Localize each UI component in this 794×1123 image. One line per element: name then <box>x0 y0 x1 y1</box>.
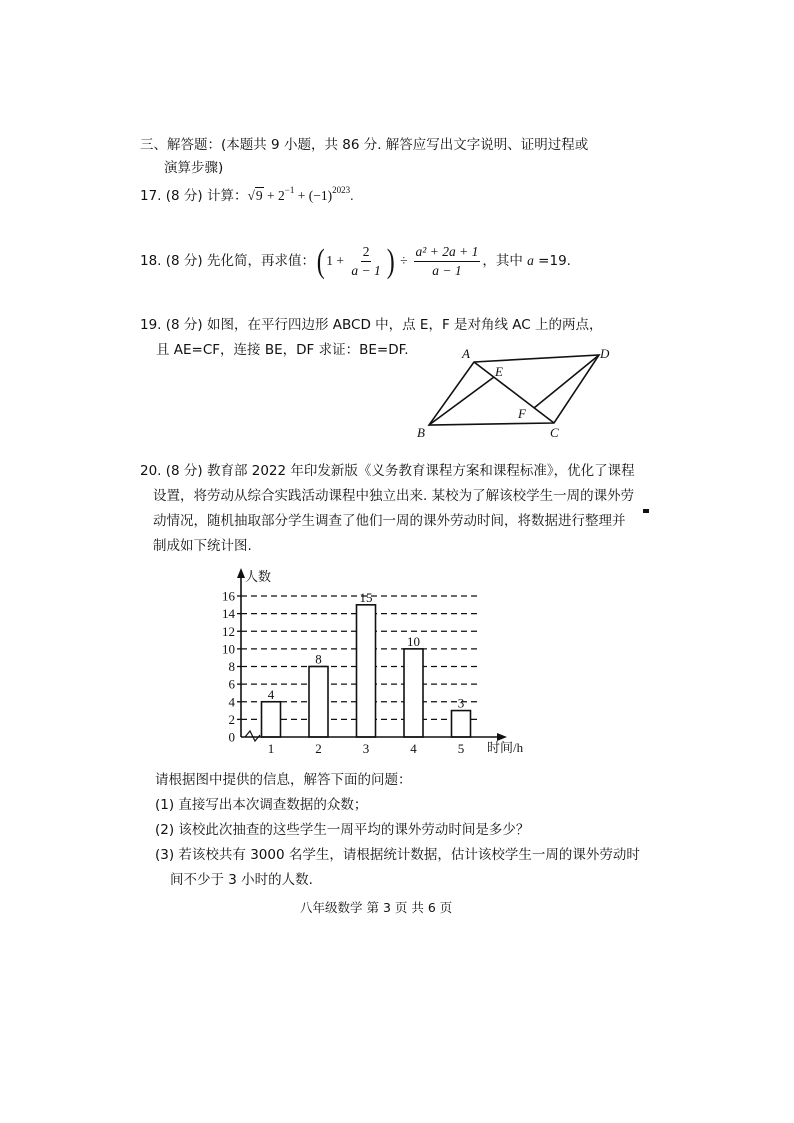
y-tick-label: 6 <box>228 676 235 692</box>
y-tick-label: 0 <box>228 729 235 745</box>
chart-bars <box>262 605 471 737</box>
label-d: D <box>600 346 610 361</box>
q18-fraction-1 <box>349 243 382 280</box>
q17-expression: $√9 + 2^{-1} + (-1)^{2023}$. <box>247 185 354 203</box>
q18-one-plus: 1 + <box>326 253 348 268</box>
label-e: E <box>495 364 503 379</box>
bar-value-label: 8 <box>315 651 322 667</box>
x-tick-label: 2 <box>315 741 322 755</box>
parallelogram-abcd <box>429 355 599 425</box>
question-19-line2: 且 AE=CF，连接 BE，DF 求证：BE=DF. <box>156 342 409 358</box>
y-tick-label: 12 <box>222 623 235 639</box>
y-tick-label: 8 <box>228 659 235 674</box>
segment-df <box>534 355 599 408</box>
question-19-line1: 19. (8 分) 如图，在平行四边形 ABCD 中，点 E，F 是对角线 AC 上的两点， <box>140 317 603 333</box>
page-footer: 八年级数学 第 3 页 共 6 页 <box>300 900 453 915</box>
q18-suffix-b: =19. <box>533 253 571 269</box>
q18-prefix: 18. (8 分) 先化简，再求值： <box>140 253 315 269</box>
label-b: B <box>417 425 425 440</box>
q18-frac2-den: a − 1 <box>432 263 462 279</box>
bar-value-label: 3 <box>457 695 465 711</box>
section-heading: 三、解答题：(本题共 9 小题，共 86 分. 解答应写出文字说明、证明过程或 <box>140 137 589 153</box>
question-17 <box>140 186 353 206</box>
section-heading-cont: 演算步骤) <box>164 160 224 176</box>
x-tick-label: 1 <box>267 741 275 755</box>
question-20-sub3b: 间不少于 3 小时的人数. <box>170 872 313 888</box>
question-20-sub1: (1) 直接写出本次调查数据的众数； <box>155 797 368 813</box>
q18-var-a: a <box>527 253 534 268</box>
bar <box>452 711 471 737</box>
question-20-line2: 设置，将劳动从综合实践活动课程中独立出来. 某校为了解该校学生一周的课外劳 <box>153 488 635 504</box>
x-axis-label: 时间/h <box>487 740 524 755</box>
bar <box>262 702 281 737</box>
question-20-sub3a: (3) 若该校共有 3000 名学生，请根据统计数据，估计该校学生一周的课外劳动时 <box>155 847 640 863</box>
label-a: A <box>462 346 470 361</box>
x-tick-label: 5 <box>457 741 465 755</box>
bar <box>404 649 423 737</box>
question-20-line4: 制成如下统计图. <box>153 538 252 554</box>
axis-break-zigzag <box>245 731 260 741</box>
q17-radicand: 9 <box>255 188 263 203</box>
y-tick-label: 2 <box>228 711 235 727</box>
bar <box>357 605 376 737</box>
y-tick-label: 14 <box>222 606 235 622</box>
question-20-prompt: 请根据图中提供的信息，解答下面的问题： <box>155 772 412 788</box>
bar <box>309 667 328 738</box>
question-18 <box>140 242 571 280</box>
q17-term-b: + 2 <box>263 188 285 203</box>
segment-be <box>429 377 494 425</box>
question-20-line1: 20. (8 分) 教育部 2022 年印发新版《义务教育课程方案和课程标准》，优化了课程 <box>140 463 635 479</box>
q17-exp-b: −1 <box>284 185 295 195</box>
x-tick-label: 3 <box>362 741 370 755</box>
bar-value-label: 4 <box>267 686 275 702</box>
q18-div: ÷ <box>400 253 408 268</box>
y-tick-label: 10 <box>222 641 235 657</box>
q17-term-c: + (−1) <box>294 188 333 203</box>
question-20-line3: 动情况，随机抽取部分学生调查了他们一周的课外劳动时间，将数据进行整理并 <box>153 513 626 529</box>
q17-suffix: . <box>350 188 354 203</box>
y-tick-label: 4 <box>228 694 235 710</box>
q18-expression: ( 1 + $\frac{2}{a - 1}$ ) ÷ $\frac{\text{a² + 2a + 1}}{a - 1}$ <box>316 242 479 280</box>
y-tick-label: 16 <box>222 588 235 604</box>
y-axis-arrow <box>237 568 245 578</box>
q18-frac2-num: a² + 2a + 1 <box>414 243 481 262</box>
x-tick-label: 4 <box>410 741 417 755</box>
bar-value-label: 15 <box>359 589 373 605</box>
diagonal-ac <box>474 362 554 423</box>
q17-exp-c: 2023 <box>332 185 351 195</box>
y-axis-label: 人数 <box>245 569 272 584</box>
bar-chart <box>215 565 535 755</box>
q17-prefix: 17. (8 分) 计算： <box>140 188 248 204</box>
margin-mark <box>643 509 649 513</box>
label-c: C <box>550 425 559 440</box>
bar-value-label: 10 <box>407 633 420 649</box>
q18-frac1-den: a − 1 <box>351 263 381 279</box>
label-f: F <box>518 406 526 421</box>
q18-fraction-2 <box>414 243 481 280</box>
q18-suffix-a: ，其中 <box>482 253 528 269</box>
question-20-sub2: (2) 该校此次抽查的这些学生一周平均的课外劳动时间是多少？ <box>155 822 530 838</box>
q18-frac1-num: 2 <box>361 243 372 262</box>
parallelogram-figure <box>414 345 614 445</box>
